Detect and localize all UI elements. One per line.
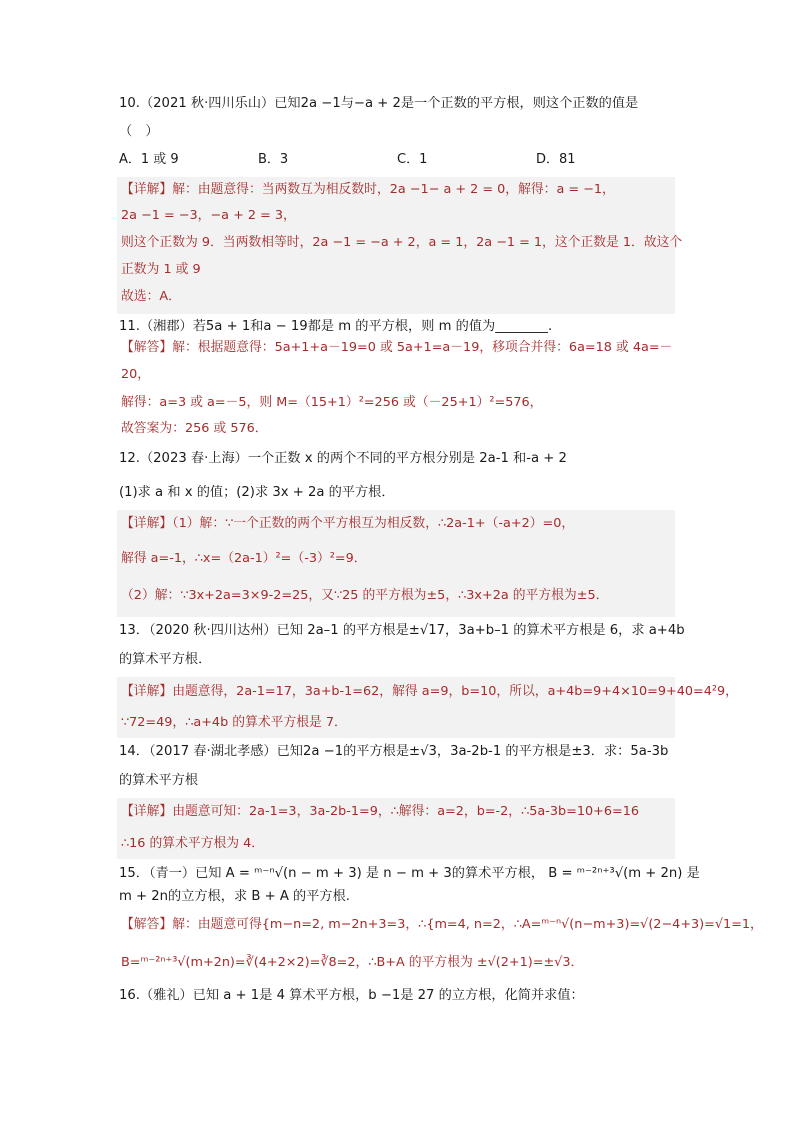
q12-line1: 12.（2023 春·上海）一个正数 x 的两个不同的平方根分别是 2a-1 和-a + 2 (119, 451, 567, 466)
q10-option-c: C．1 (397, 152, 428, 167)
q11-answer-line1: 【解答】解：根据题意得：5a+1+a－19=0 或 5a+1=a－19，移项合并得：6a=18 或 4a=－ (121, 340, 673, 355)
q10-line1: 10.（2021 秋·四川乐山）已知2a −1与−a + 2是一个正数的平方根，则这个正数的值是 (119, 96, 639, 111)
q10-option-b: B．3 (258, 152, 289, 167)
q11-line1: 11.（湘郡）若5a + 1和a − 19都是 m 的平方根，则 m 的值为________. (119, 319, 553, 334)
q15-line2: m + 2n的立方根，求 B + A 的平方根. (119, 889, 350, 904)
q10-answer-line4: 正数为 1 或 9 (121, 262, 201, 277)
q14-answer-line2: ∴16 的算术平方根为 4． (121, 836, 265, 851)
q14-line2: 的算术平方根 (119, 773, 199, 788)
q10-option-a: A．1 或 9 (119, 152, 179, 167)
q16-line1: 16.（雅礼）已知 a + 1是 4 算术平方根，b −1是 27 的立方根，化简并求值： (119, 988, 584, 1003)
q12-answer-line2: 解得 a=-1，∴x=（2a-1）²=（-3）²=9． (121, 551, 367, 566)
q10-option-d: D．81 (536, 152, 576, 167)
q11-answer-line4: 故答案为：256 或 576． (121, 421, 268, 436)
q13-answer-line1: 【详解】由题意得，2a-1=17，3a+b-1=62，解得 a=9，b=10，所以，a+4b=9+4×10=9+40=4²9， (121, 684, 738, 699)
q13-answer-line2: ∵72=49，∴a+4b 的算术平方根是 7． (121, 715, 347, 730)
q10-answer-line1: 【详解】解：由题意得：当两数互为相反数时，2a −1− a + 2 = 0，解得：a = −1， (121, 182, 615, 197)
q12-answer-line1: 【详解】（1）解：∵一个正数的两个平方根互为相反数，∴2a-1+（-a+2）=0， (121, 516, 575, 531)
q15-line1: 15．（青一）已知 A = ᵐ⁻ⁿ√(n − m + 3) 是 n − m + 3的算术平方根， B = ᵐ⁻²ⁿ⁺³√(m + 2n) 是 (119, 866, 700, 881)
q10-answer-line5: 故选：A． (121, 289, 181, 304)
q14-line1: 14．（2017 春·湖北孝感）已知2a −1的平方根是±√3，3a-2b-1 的平方根是±3．求：5a-3b (119, 744, 669, 759)
q14-answer-line1: 【详解】由题意可知：2a-1=3，3a-2b-1=9，∴解得：a=2，b=-2，∴5a-3b=10+6=16 (121, 804, 639, 819)
q12-answer-line3: （2）解：∵3x+2a=3×9-2=25，又∵25 的平方根为±5，∴3x+2a 的平方根为±5． (121, 588, 609, 603)
q10-answer-line2: 2a −1 = −3，−a + 2 = 3， (121, 208, 296, 223)
q10-answer-line3: 则这个正数为 9．当两数相等时，2a −1 = −a + 2，a = 1，2a −1 = 1，这个正数是 1．故这个 (121, 235, 683, 250)
q11-answer-line2: 20， (121, 367, 151, 382)
q15-answer-line1: 【解答】解：由题意可得{m−n=2, m−2n+3=3，∴{m=4, n=2，∴A=ᵐ⁻ⁿ√(n−m+3)=√(2−4+3)=√1=1， (121, 917, 763, 932)
q13-line1: 13．（2020 秋·四川达州）已知 2a–1 的平方根是±√17，3a+b–1 的算术平方根是 6，求 a+4b (119, 623, 685, 638)
q13-line2: 的算术平方根． (119, 652, 212, 667)
q10-line2: （ ） (119, 124, 159, 139)
q15-answer-line2: B=ᵐ⁻²ⁿ⁺³√(m+2n)=∛(4+2×2)=∛8=2，∴B+A 的平方根为 ±√(2+1)=±√3． (121, 955, 584, 970)
q11-answer-line3: 解得：a=3 或 a=－5，则 M=（15+1）²=256 或（－25+1）²=576， (121, 395, 543, 410)
q12-line2: (1)求 a 和 x 的值；(2)求 3x + 2a 的平方根． (119, 485, 395, 500)
